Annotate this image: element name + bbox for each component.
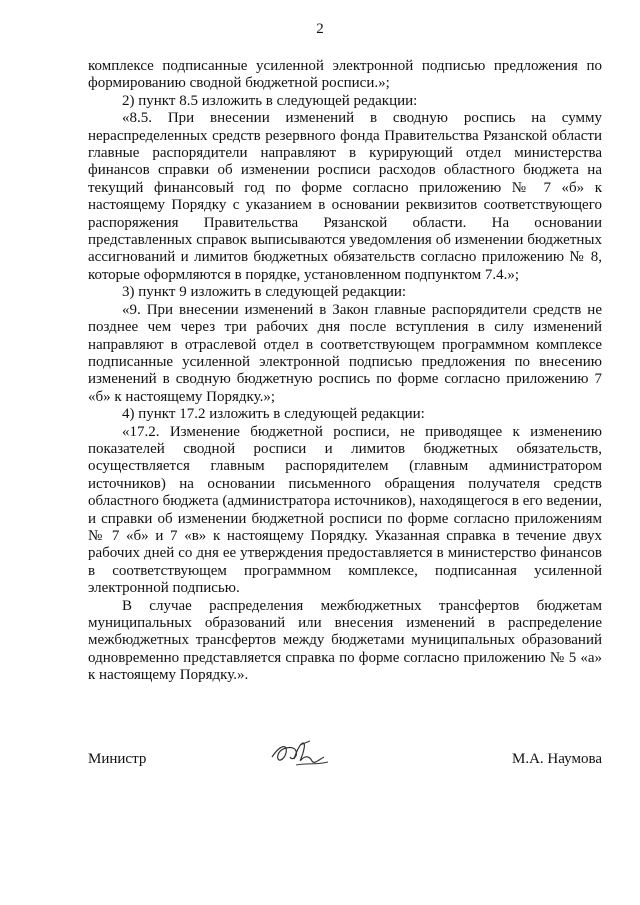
page-number: 2 <box>316 21 324 37</box>
paragraph-transfers: В случае распределения межбюджетных трансфертов бюджетам муниципальных образований или внесения изменений в распределение межбюджетных трансфертов между бюджетами муниципальных образований одновременно представляется справка по форме согласно приложению № 5 «а» к настоящему Порядку.». <box>88 597 602 684</box>
paragraph-item-2: 2) пункт 8.5 изложить в следующей редакции: <box>122 92 418 109</box>
paragraph-continuation: комплексе подписанные усиленной электронной подписью предложения по формированию сводной бюджетной росписи.»; <box>88 58 602 92</box>
paragraph-clause-17-2: «17.2. Изменение бюджетной росписи, не приводящее к изменению показателей сводной росписи и лимитов бюджетных обязательств, осуществляется главным распорядителем (главным администратором источников) на основании письменного обращения получателя средств областного бюджета (администратора источников), находящегося в его ведении, и справки об изменении бюджетной росписи по форме согласно приложениям № 7 «б» и 7 «в» к настоящему Порядку. Указанная справка в течение двух рабочих дней со дня ее утверждения предоставляется в министерство финансов в соответствующем программном комплексе, подписанная усиленной электронной подписью. <box>88 423 602 597</box>
document-body <box>88 58 602 685</box>
paragraph-clause-8-5: «8.5. При внесении изменений в сводную роспись на сумму нераспределенных средств резервного фонда Правительства Рязанской области главные распорядители направляют в курирующий отдел министерства финансов справки об изменении росписи расходов областного бюджета на текущий финансовый год по форме согласно приложению № 7 «б» к настоящему Порядку с указанием в основании реквизитов соответствующего распоряжения Правительства Рязанской области. На основании представленных справок выписываются уведомления об изменении бюджетных ассигнований и лимитов бюджетных обязательств согласно приложению № 8, которые оформляются в порядке, установленном подпунктом 7.4.»; <box>88 110 602 283</box>
paragraph-item-3: 3) пункт 9 изложить в следующей редакции: <box>122 284 407 301</box>
paragraph-item-4: 4) пункт 17.2 изложить в следующей редакции: <box>122 406 425 423</box>
handwritten-signature <box>266 735 336 771</box>
paragraph-clause-9: «9. При внесении изменений в Закон главные распорядители средств не позднее чем через три рабочих дня после вступления в силу изменений направляют в отраслевой отдел в соответствующем программном комплексе подписанные усиленной электронной подписью предложения по внесению изменений в сводную бюджетную роспись по форме согласно приложению 7 «б» к настоящему Порядку.»; <box>88 301 602 405</box>
minister-title: Министр <box>88 751 147 767</box>
signature-block <box>88 735 602 775</box>
minister-name: М.А. Наумова <box>512 751 602 767</box>
